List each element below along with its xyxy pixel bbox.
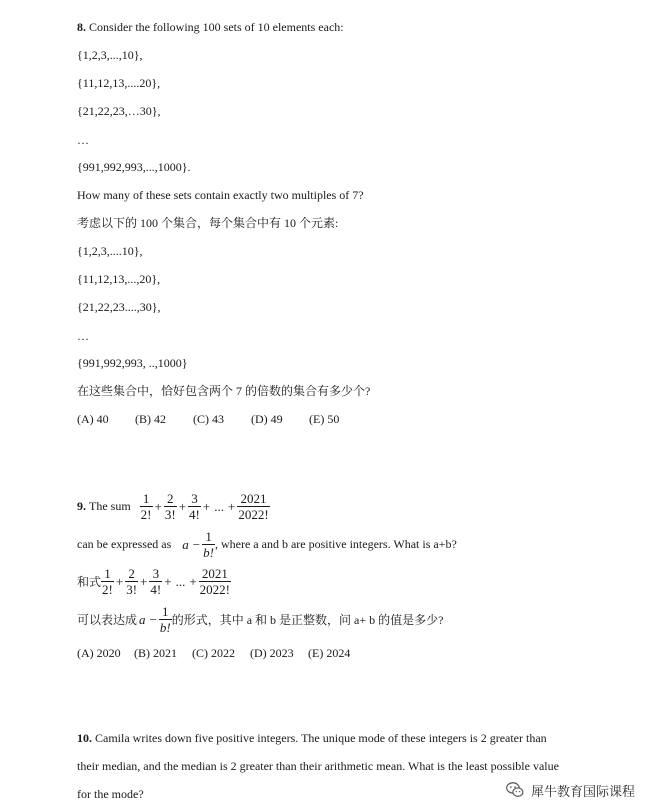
q8-options — [77, 412, 339, 426]
plus-sign: + — [178, 498, 187, 514]
q8-set-en-1: {1,2,3,...,10}, — [77, 48, 143, 62]
q9-zh-express-suffix: 的形式，其中 a 和 b 是正整数，问 a+ b 的值是多少? — [171, 613, 444, 627]
q9-option-d: (D) 2023 — [250, 646, 294, 660]
watermark — [505, 780, 635, 800]
q8-option-d: (D) 49 — [251, 412, 283, 426]
q9-options — [77, 646, 350, 660]
watermark-text: 犀牛教育国际课程 — [530, 784, 635, 800]
minus-sign: − — [192, 536, 201, 552]
q8-question-en: How many of these sets contain exactly two multiples of 7? — [77, 188, 364, 202]
q9-zh-sum-label: 和式 — [77, 575, 102, 589]
q9-option-a: (A) 2020 — [77, 646, 121, 660]
minus-sign: − — [149, 611, 157, 627]
q8-set-en-3: {21,22,23,…30}, — [77, 104, 161, 118]
plus-sign: + — [227, 498, 236, 514]
wechat-icon — [505, 780, 525, 800]
q8-set-zh-2: {11,12,13,...,20}, — [77, 272, 161, 286]
q9-express-prefix: can be expressed as — [77, 537, 172, 551]
q9-option-e: (E) 2024 — [308, 646, 351, 660]
q9-express-suffix: , where a and b are positive integers. What is a+b? — [214, 537, 457, 551]
q8-option-c: (C) 43 — [193, 412, 224, 426]
q9-zh-term-last: $\frac{2021}{2022!}$ — [199, 566, 231, 597]
q8-set-zh-ellipsis: … — [77, 329, 89, 343]
q9-sum-label: The sum — [89, 499, 131, 513]
var-a: a — [182, 536, 189, 552]
q9-term-last: $\frac{2021}{2022!}$ — [238, 491, 269, 522]
q8-option-e: (E) 50 — [309, 412, 340, 426]
q10-number: 10. — [77, 731, 92, 745]
q10-line-3: for the mode? — [77, 787, 144, 801]
q8-option-a: (A) 40 — [77, 412, 109, 426]
q9-sum-line — [77, 491, 270, 522]
q9-option-c: (C) 2022 — [192, 646, 235, 660]
q8-option-b: (B) 42 — [135, 412, 166, 426]
q9-term-2: $\frac{2}{3!}$ — [164, 491, 176, 522]
q9-express-line — [77, 529, 457, 560]
plus-sign: + — [154, 498, 162, 514]
q10-line-1 — [77, 731, 547, 745]
plus-sign: + — [140, 573, 148, 589]
plus-sign: + — [189, 573, 197, 589]
q9-term-1: $\frac{1}{2!}$ — [140, 491, 152, 522]
q9-term-3: $\frac{3}{4!}$ — [189, 491, 200, 522]
q9-number: 9. — [77, 499, 86, 513]
q8-question-zh: 在这些集合中，恰好包含两个 7 的倍数的集合有多少个? — [77, 384, 371, 398]
q9-zh-express-prefix: 可以表达成 — [77, 613, 138, 627]
ellipsis: ... — [214, 498, 224, 514]
var-a: a — [139, 611, 146, 627]
plus-sign: + — [202, 498, 211, 514]
q9-option-b: (B) 2021 — [134, 646, 177, 660]
q8-set-en-last: {991,992,993,...,1000}. — [77, 160, 191, 174]
ellipsis: ... — [175, 573, 186, 589]
q9-zh-express-line — [77, 604, 443, 635]
q9-zh-term-2: $\frac{2}{3!}$ — [126, 566, 138, 597]
q9-zh-term-1: $\frac{1}{2!}$ — [102, 566, 113, 597]
q8-intro-zh: 考虑以下的 100 个集合，每个集合中有 10 个元素: — [77, 216, 339, 230]
q9-zh-sum-line — [77, 566, 231, 597]
q8-set-zh-1: {1,2,3,....10}, — [77, 244, 143, 258]
q10-line-2: their median, and the median is 2 greater than their arithmetic mean. What is the least possible value — [77, 759, 559, 773]
plus-sign: + — [164, 573, 172, 589]
q9-one-over-b: $\frac{1}{b!}$ — [203, 529, 214, 560]
q8-set-zh-last: {991,992,993, ..,1000} — [77, 356, 188, 370]
q8-set-zh-3: {21,22,23....,30}, — [77, 300, 161, 314]
q8-set-en-2: {11,12,13,....20}, — [77, 76, 161, 90]
q8-set-en-ellipsis: … — [77, 133, 89, 147]
q9-zh-one-over-b: $\frac{1}{b!}$ — [159, 604, 171, 635]
plus-sign: + — [115, 573, 124, 589]
q9-zh-term-3: $\frac{3}{4!}$ — [150, 566, 162, 597]
q10-line-1-text: Camila writes down five positive integers. The unique mode of these integers is 2 greater than — [95, 731, 547, 745]
q8-intro-text: Consider the following 100 sets of 10 elements each: — [89, 20, 344, 34]
q8-intro — [77, 20, 344, 34]
q8-number: 8. — [77, 20, 86, 34]
